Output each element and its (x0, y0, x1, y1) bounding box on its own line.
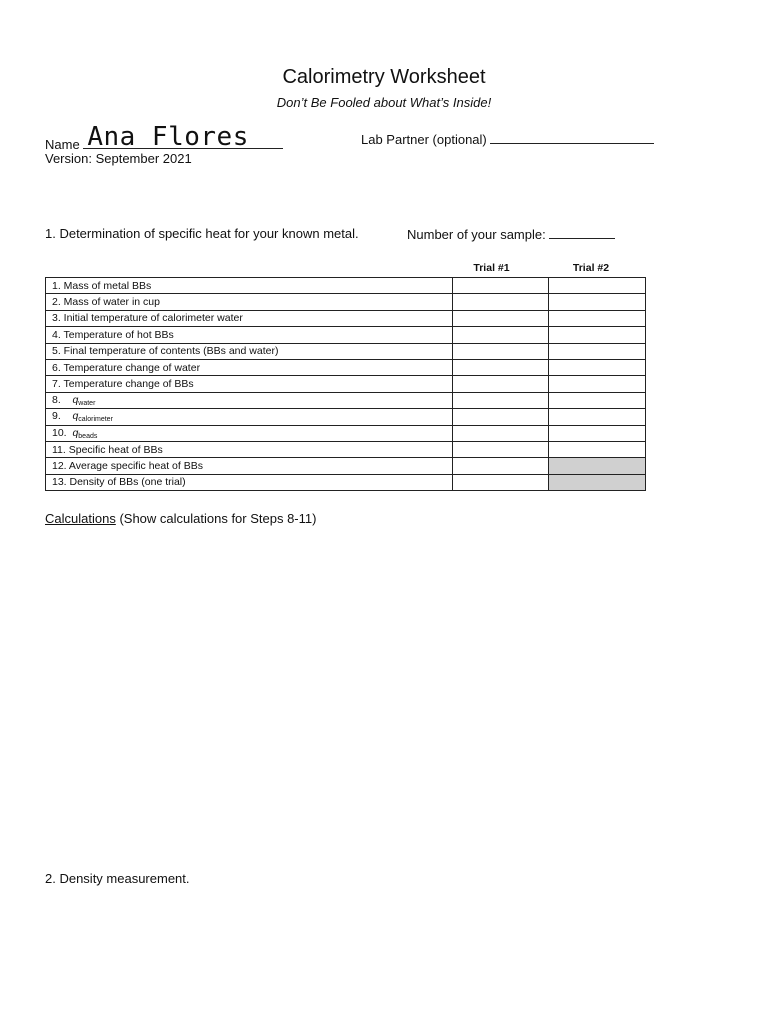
table-row (46, 458, 646, 474)
table-row (46, 278, 646, 294)
trial1-cell[interactable] (453, 294, 549, 310)
table-row (46, 376, 646, 392)
q-subscript: beads (78, 432, 98, 440)
handwritten-name: Ana Flores (87, 122, 249, 152)
trial1-cell[interactable] (453, 392, 549, 408)
name-field[interactable] (83, 122, 283, 152)
row-label: 11. Specific heat of BBs (46, 441, 453, 457)
trial1-cell[interactable] (453, 343, 549, 359)
trial2-cell[interactable] (549, 294, 646, 310)
table-row (46, 474, 646, 490)
calculations-heading: Calculations (45, 511, 116, 526)
section2-heading: 2. Density measurement. (45, 871, 190, 886)
version-text: Version: September 2021 (45, 151, 192, 166)
sample-number-field[interactable] (549, 226, 615, 239)
worksheet-subtitle: Don’t Be Fooled about What’s Inside! (276, 95, 492, 110)
row-label: 7. Temperature change of BBs (46, 376, 453, 392)
trial2-cell[interactable] (549, 392, 646, 408)
sample-number-label: Number of your sample: (407, 227, 546, 242)
trial1-header: Trial #1 (473, 262, 510, 274)
trial2-cell[interactable] (549, 425, 646, 441)
trial1-cell[interactable] (453, 425, 549, 441)
table-row (46, 327, 646, 343)
q-symbol: q (72, 393, 79, 406)
q-symbol: q (72, 410, 79, 423)
row-label (46, 409, 453, 425)
trial2-cell[interactable] (549, 310, 646, 326)
lab-partner-label: Lab Partner (optional) (361, 132, 487, 147)
trial1-cell[interactable] (453, 327, 549, 343)
q-subscript: water (78, 399, 96, 407)
calculations-line (45, 511, 316, 526)
lab-partner-field[interactable] (490, 131, 654, 144)
row-number: 10. (52, 426, 73, 439)
trial2-cell[interactable] (549, 359, 646, 375)
row-label (46, 392, 453, 408)
trial2-cell-shaded (549, 474, 646, 490)
measurement-table (45, 277, 646, 491)
trial2-header: Trial #2 (572, 262, 610, 274)
q-symbol: q (72, 426, 79, 439)
table-row (46, 409, 646, 425)
table-row (46, 343, 646, 359)
row-label: 12. Average specific heat of BBs (46, 458, 453, 474)
trial2-cell-shaded (549, 458, 646, 474)
trial1-cell[interactable] (453, 359, 549, 375)
row-label: 4. Temperature of hot BBs (46, 327, 453, 343)
row-label: 6. Temperature change of water (46, 359, 453, 375)
row-label: 1. Mass of metal BBs (46, 278, 453, 294)
table-row (46, 310, 646, 326)
trial1-cell[interactable] (453, 441, 549, 457)
table-row (46, 294, 646, 310)
name-label: Name (45, 137, 80, 152)
section1-heading: 1. Determination of specific heat for your known metal. (45, 226, 359, 241)
trial2-cell[interactable] (549, 343, 646, 359)
trial1-cell[interactable] (453, 376, 549, 392)
calculations-note: (Show calculations for Steps 8-11) (115, 511, 317, 526)
trial1-cell[interactable] (453, 310, 549, 326)
row-label: 2. Mass of water in cup (46, 294, 453, 310)
q-subscript: calorimeter (78, 416, 113, 424)
trial2-cell[interactable] (549, 278, 646, 294)
row-number: 8. (52, 393, 73, 406)
table-row (46, 392, 646, 408)
trial2-cell[interactable] (549, 409, 646, 425)
row-label: 3. Initial temperature of calorimeter water (46, 310, 453, 326)
sample-number-line (407, 226, 615, 242)
worksheet-title: Calorimetry Worksheet (282, 66, 486, 88)
name-line (45, 122, 283, 152)
trial1-cell[interactable] (453, 474, 549, 490)
row-number: 9. (52, 410, 73, 423)
trial1-cell[interactable] (453, 458, 549, 474)
table-row (46, 441, 646, 457)
trial1-cell[interactable] (453, 409, 549, 425)
row-label: 5. Final temperature of contents (BBs and water) (46, 343, 453, 359)
table-row (46, 425, 646, 441)
lab-partner-line (361, 131, 654, 147)
trial2-cell[interactable] (549, 441, 646, 457)
trial2-cell[interactable] (549, 327, 646, 343)
row-label: 13. Density of BBs (one trial) (46, 474, 453, 490)
trial2-cell[interactable] (549, 376, 646, 392)
table-row (46, 359, 646, 375)
row-label (46, 425, 453, 441)
trial1-cell[interactable] (453, 278, 549, 294)
